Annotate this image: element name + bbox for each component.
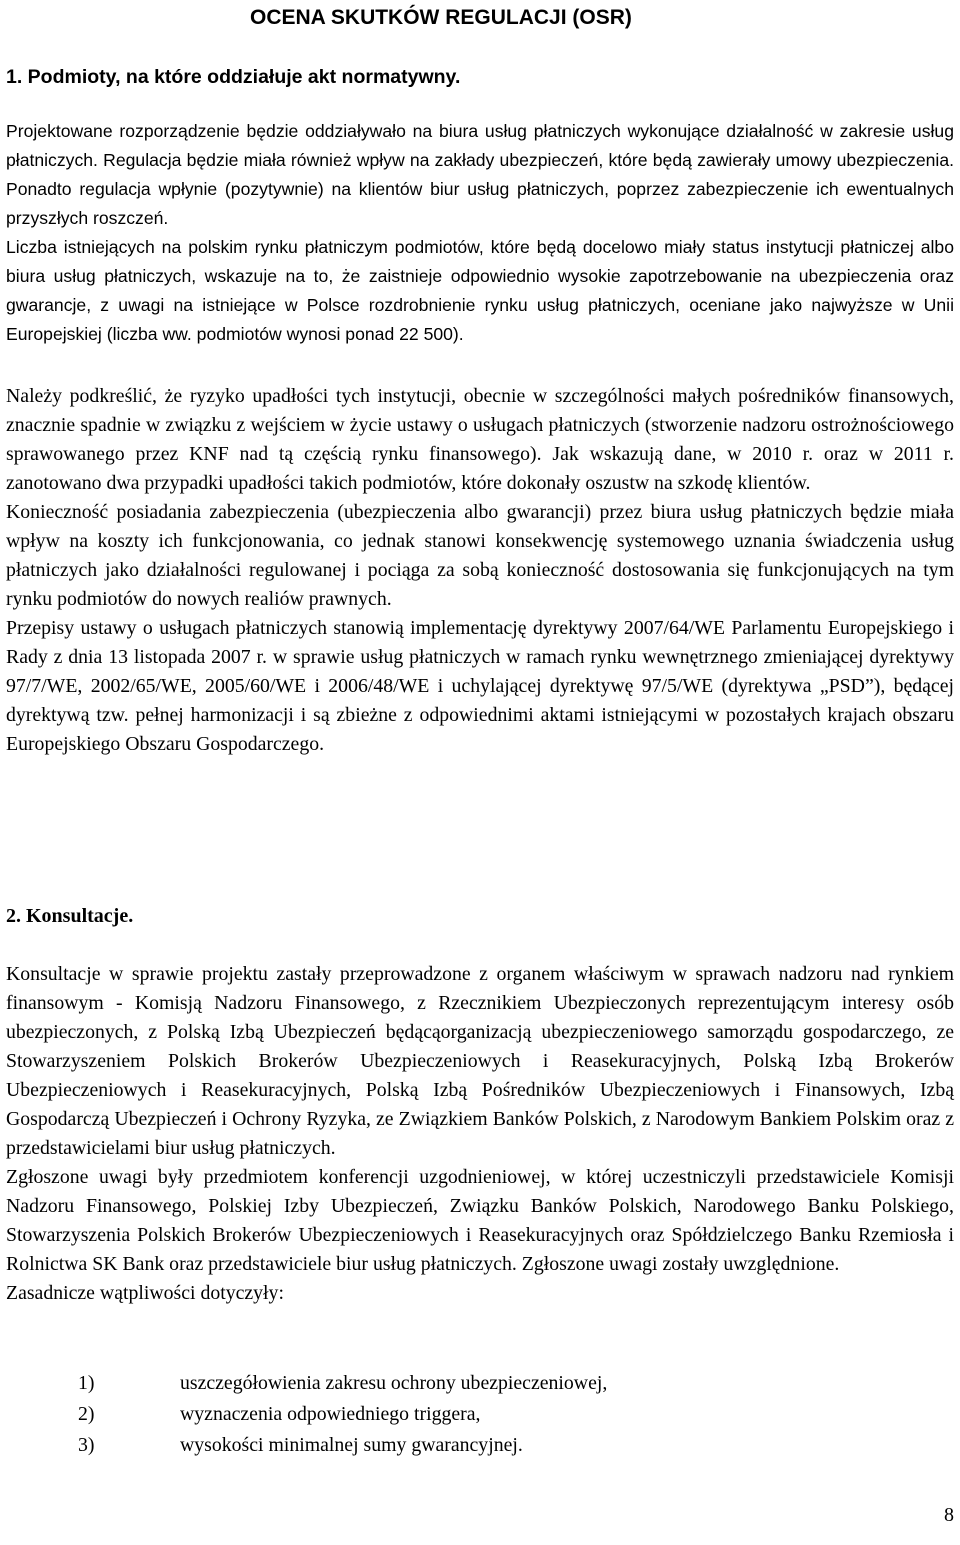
page-number: 8 <box>944 1504 954 1526</box>
document-page <box>6 0 954 1545</box>
list-item <box>6 1430 906 1461</box>
list-item-text: uszczegółowienia zakresu ochrony ubezpieczeniowej, <box>180 1372 608 1394</box>
list-item-number: 1) <box>78 1372 95 1394</box>
section-1-serif-text <box>6 382 954 759</box>
paragraph: Liczba istniejących na polskim rynku płatniczym podmiotów, które będą docelowo miały status instytucji płatniczej albo biura usług płatniczych, wskazuje na to, że zaistnieje odpowiednio wysokie zapotrzebowanie na ubezpieczenia oraz gwarancje, z uwagi na istniejące w Polsce rozdrobnienie rynku usług płatniczych, oceniane jako najwyższe w Unii Europejskiej (liczba ww. podmiotów wynosi ponad 22 500). <box>6 237 954 344</box>
section-1-sans-text <box>6 117 954 349</box>
list-item-number: 2) <box>78 1403 95 1425</box>
paragraph: Projektowane rozporządzenie będzie oddziaływało na biura usług płatniczych wykonujące działalność w zakresie usług płatniczych. Regulacja będzie miała również wpływ na zakłady ubezpieczeń, które będą zawierały umowy ubezpieczenia. Ponadto regulacja wpłynie (pozytywnie) na klientów biur usług płatniczych, poprzez zabezpieczenie ich ewentualnych przyszłych roszczeń. <box>6 121 954 228</box>
paragraph: Przepisy ustawy o usługach płatniczych stanowią implementację dyrektywy 2007/64/WE Parlamentu Europejskiego i Rady z dnia 13 listopada 2007 r. w sprawie usług płatniczych w ramach rynku wewnętrznego zmieniającej dyrektywy 97/7/WE, 2002/65/WE, 2005/60/WE i 2006/48/WE i uchylającej dyrektywę 97/5/WE (dyrektywa „PSD”), będącej dyrektywą tzw. pełnej harmonizacji i są zbieżne z odpowiednimi aktami istniejącymi w pozostałych krajach obszaru Europejskiego Obszaru Gospodarczego. <box>6 617 954 755</box>
paragraph: Konsultacje w sprawie projektu zastały przeprowadzone z organem właściwym w sprawach nadzoru nad rynkiem finansowym - Komisją Nadzoru Finansowego, z Rzecznikiem Ubezpieczonych reprezentującym interesy osób ubezpieczonych, z Polską Izbą Ubezpieczeń będącąorganizacją ubezpieczeniowego samorządu gospodarczego, ze Stowarzyszeniem Polskich Brokerów Ubezpieczeniowych i Reasekuracyjnych, Polską Izbą Brokerów Ubezpieczeniowych i Reasekuracyjnych, Polską Izbą Pośredników Ubezpieczeniowych i Finansowych, Izbą Gospodarczą Ubezpieczeń i Ochrony Ryzyka, ze Związkiem Banków Polskich, z Narodowym Bankiem Polskim oraz z przedstawicielami biur usług płatniczych. <box>6 963 954 1159</box>
list-item-number: 3) <box>78 1434 95 1456</box>
paragraph: Zgłoszone uwagi były przedmiotem konferencji uzgodnieniowej, w której uczestniczyli przedstawiciele Komisji Nadzoru Finansowego, Polskiej Izby Ubezpieczeń, Związku Banków Polskich, Narodowego Banku Polskiego, Stowarzyszenia Polskich Brokerów Ubezpieczeniowych i Reasekuracyjnych oraz Spółdzielczego Banku Rzemiosła i Rolnictwa SK Bank oraz przedstawiciele biur usług płatniczych. Zgłoszone uwagi zostały uwzględnione. <box>6 1166 954 1275</box>
document-title: OCENA SKUTKÓW REGULACJI (OSR) <box>250 6 632 29</box>
list-item-text: wysokości minimalnej sumy gwarancyjnej. <box>180 1434 523 1456</box>
paragraph: Należy podkreślić, że ryzyko upadłości tych instytucji, obecnie w szczególności małych pośredników finansowych, znacznie spadnie w związku z wejściem w życie ustawy o usługach płatniczych (stworzenie nadzoru ostrożnościowego sprawowanego przez KNF nad tą częścią rynku finansowego). Jak wskazują dane, w 2010 r. oraz w 2011 r. zanotowano dwa przypadki upadłości takich podmiotów, które dokonały oszustw na szkodę klientów. <box>6 385 954 494</box>
section-2-heading: 2. Konsultacje. <box>6 905 134 927</box>
paragraph: Konieczność posiadania zabezpieczenia (ubezpieczenia albo gwarancji) przez biura usług płatniczych będzie miała wpływ na koszty ich funkcjonowania, co jednak stanowi konsekwencję systemowego uznania świadczenia usług płatniczych jako działalności regulowanej i pociąga za sobą konieczność dostosowania się funkcjonujących na tym rynku podmiotów do nowych realiów prawnych. <box>6 501 954 610</box>
list-item <box>6 1368 906 1399</box>
list-item-text: wyznaczenia odpowiedniego triggera, <box>180 1403 481 1425</box>
section-1-heading: 1. Podmioty, na które oddziałuje akt normatywny. <box>6 66 461 88</box>
section-2-text <box>6 960 954 1308</box>
list-item <box>6 1399 906 1430</box>
list-intro: Zasadnicze wątpliwości dotyczyły: <box>6 1282 284 1304</box>
doubts-list <box>6 1368 906 1461</box>
